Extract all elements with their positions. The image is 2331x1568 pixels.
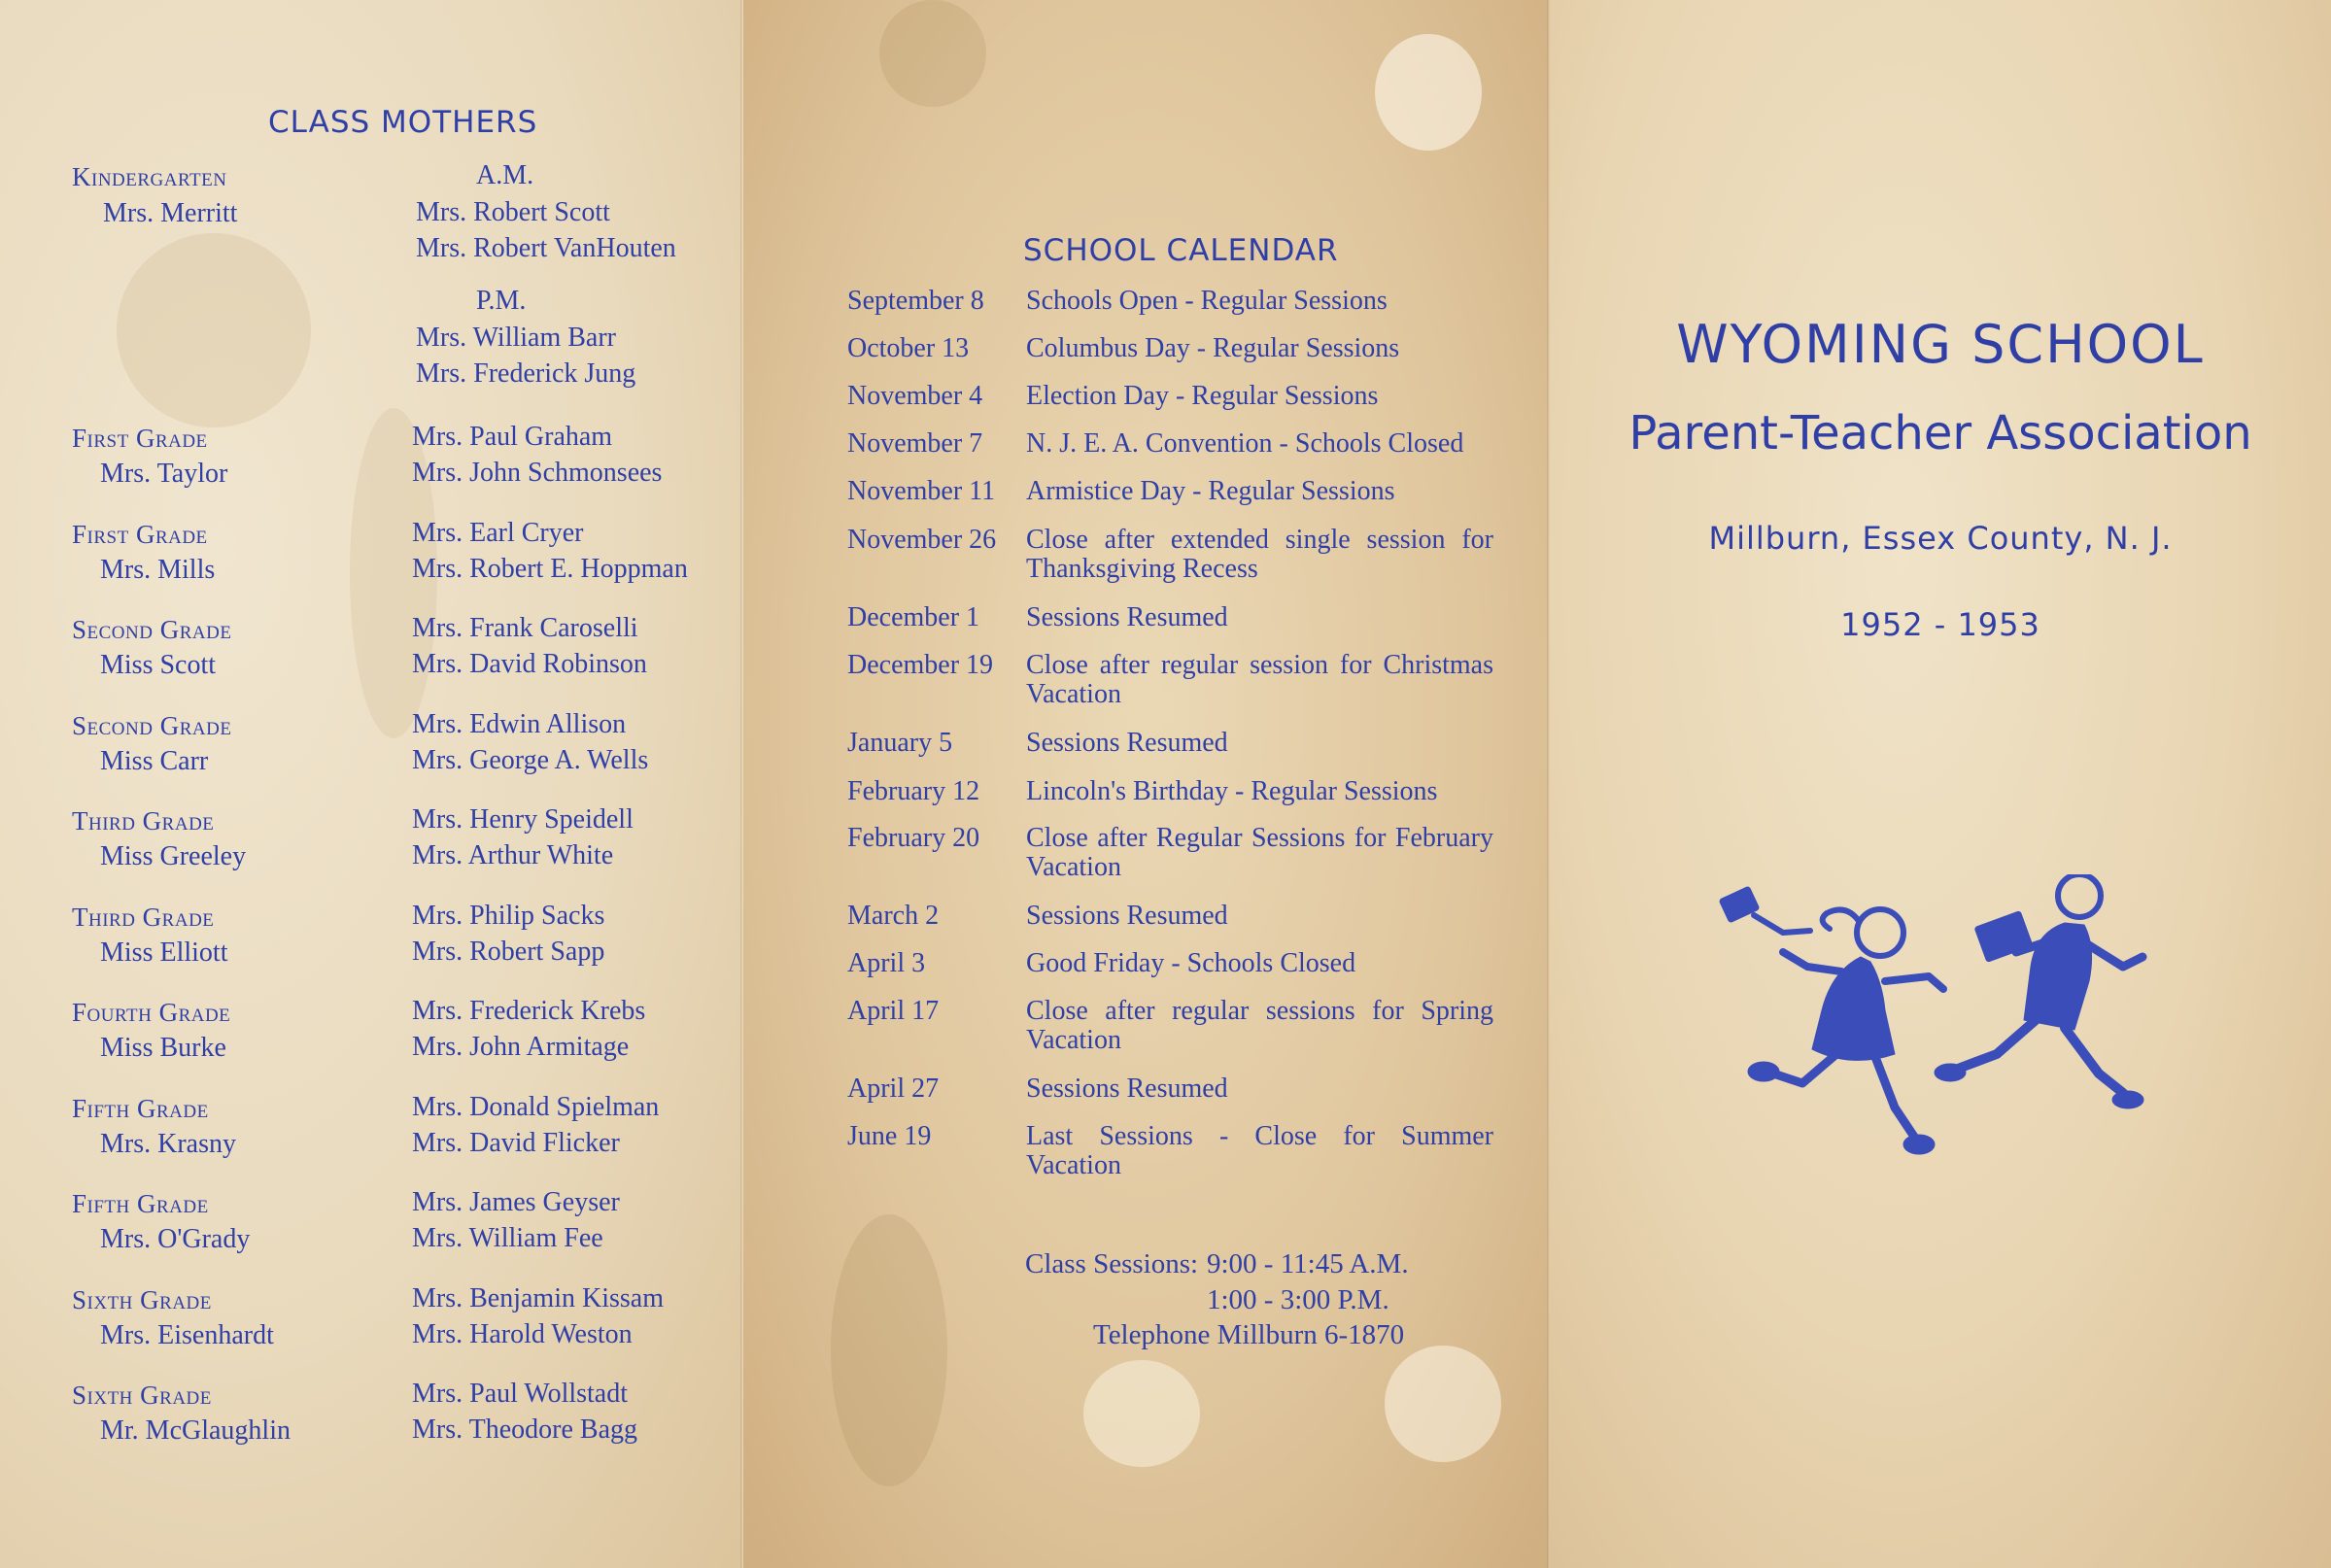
running-children-illustration xyxy=(1715,874,2162,1205)
am-label: A.M. xyxy=(476,160,534,190)
paper-stain xyxy=(831,1214,947,1486)
grade-label: Fifth Grade xyxy=(72,1189,209,1218)
teacher-name: Miss Scott xyxy=(100,650,217,680)
running-girl-figure xyxy=(1719,886,1943,1154)
paper-stain xyxy=(879,0,986,107)
teacher-name: Mrs. Mills xyxy=(100,555,216,585)
teacher-name: Miss Greeley xyxy=(100,841,247,871)
calendar-date: June 19 xyxy=(847,1121,932,1151)
calendar-event: Close after regular sessions for Spring Vacation xyxy=(1026,996,1493,1055)
calendar-event: Close after Regular Sessions for February Vacation xyxy=(1026,823,1493,882)
calendar-date: November 26 xyxy=(847,525,997,555)
mother-name: Mrs. William Barr xyxy=(416,323,616,353)
calendar-date: November 7 xyxy=(847,428,983,459)
school-calendar-heading: SCHOOL CALENDAR xyxy=(1023,233,1339,268)
grade-label: Fifth Grade xyxy=(72,1094,209,1123)
teacher-name: Miss Carr xyxy=(100,746,209,776)
mother-name: Mrs. Robert Sapp xyxy=(412,937,605,967)
calendar-date: February 20 xyxy=(847,823,980,853)
mother-name: Mrs. William Fee xyxy=(412,1223,603,1253)
mother-name: Mrs. Arthur White xyxy=(412,840,614,870)
cover-location: Millburn, Essex County, N. J. xyxy=(1708,520,2173,557)
calendar-date: November 11 xyxy=(847,476,996,506)
calendar-date: February 12 xyxy=(847,776,980,806)
calendar-event: Election Day - Regular Sessions xyxy=(1026,381,1379,411)
teacher-name: Mrs. Taylor xyxy=(100,459,228,489)
mother-name: Mrs. Robert VanHouten xyxy=(416,233,676,263)
calendar-event: Good Friday - Schools Closed xyxy=(1026,948,1356,978)
paper-stain xyxy=(1083,1360,1200,1467)
running-boy-figure xyxy=(1935,874,2143,1108)
mother-name: Mrs. Edwin Allison xyxy=(412,709,627,739)
calendar-date: November 4 xyxy=(847,381,983,411)
mother-name: Mrs. Frederick Jung xyxy=(416,358,636,389)
teacher-name: Mrs. O'Grady xyxy=(100,1224,251,1254)
morning-hours: 9:00 - 11:45 A.M. xyxy=(1207,1248,1409,1279)
grade-label: First Grade xyxy=(72,424,208,453)
calendar-date: December 1 xyxy=(847,602,980,632)
mother-name: Mrs. John Armitage xyxy=(412,1032,630,1062)
calendar-event: Armistice Day - Regular Sessions xyxy=(1026,476,1395,506)
calendar-event: Sessions Resumed xyxy=(1026,1074,1228,1104)
mother-name: Mrs. Paul Graham xyxy=(412,422,613,452)
mother-name: Mrs. Benjamin Kissam xyxy=(412,1283,664,1313)
calendar-date: April 3 xyxy=(847,948,926,978)
mother-name: Mrs. Paul Wollstadt xyxy=(412,1379,629,1409)
grade-label: Second Grade xyxy=(72,615,232,644)
grade-label: First Grade xyxy=(72,520,208,549)
grade-label: Sixth Grade xyxy=(72,1285,212,1314)
class-sessions-label: Class Sessions: xyxy=(1025,1248,1199,1279)
mother-name: Mrs. David Flicker xyxy=(412,1128,620,1158)
telephone: Telephone Millburn 6-1870 xyxy=(1093,1319,1405,1350)
cover-years: 1952 - 1953 xyxy=(1840,606,2040,643)
mother-name: Mrs. David Robinson xyxy=(412,649,647,679)
calendar-event: Lincoln's Birthday - Regular Sessions xyxy=(1026,776,1438,806)
class-mothers-panel xyxy=(0,0,743,1568)
grade-label: Third Grade xyxy=(72,806,215,835)
teacher-name: Miss Elliott xyxy=(100,937,228,968)
grade-label: Second Grade xyxy=(72,711,232,740)
calendar-event: Close after regular session for Christmas Vacation xyxy=(1026,650,1493,709)
mother-name: Mrs. John Schmonsees xyxy=(412,458,663,488)
mother-name: Mrs. Henry Speidell xyxy=(412,804,634,835)
mother-name: Mrs. Robert Scott xyxy=(416,197,610,227)
school-calendar-panel xyxy=(743,0,1550,1568)
mother-name: Mrs. Harold Weston xyxy=(412,1319,633,1349)
mother-name: Mrs. Earl Cryer xyxy=(412,518,584,548)
teacher-name: Miss Burke xyxy=(100,1033,226,1063)
calendar-date: April 17 xyxy=(847,996,940,1026)
calendar-event: Sessions Resumed xyxy=(1026,901,1228,931)
calendar-date: January 5 xyxy=(847,728,953,758)
calendar-event: N. J. E. A. Convention - Schools Closed xyxy=(1026,428,1464,459)
calendar-date: December 19 xyxy=(847,650,994,680)
afternoon-hours: 1:00 - 3:00 P.M. xyxy=(1207,1284,1389,1315)
teacher-name: Mrs. Eisenhardt xyxy=(100,1320,274,1350)
mother-name: Mrs. Frank Caroselli xyxy=(412,613,638,643)
cover-subtitle: Parent-Teacher Association xyxy=(1628,406,2252,460)
grade-label: Third Grade xyxy=(72,903,215,932)
mother-name: Mrs. Frederick Krebs xyxy=(412,996,646,1026)
calendar-date: April 27 xyxy=(847,1074,940,1104)
mother-name: Mrs. James Geyser xyxy=(412,1187,620,1217)
cover-title: WYOMING SCHOOL xyxy=(1676,314,2205,375)
mother-name: Mrs. George A. Wells xyxy=(412,745,649,775)
teacher-name: Mr. McGlaughlin xyxy=(100,1415,291,1446)
paper-stain xyxy=(1375,34,1482,151)
calendar-date: March 2 xyxy=(847,901,940,931)
calendar-event: Last Sessions - Close for Summer Vacation xyxy=(1026,1121,1493,1180)
mother-name: Mrs. Donald Spielman xyxy=(412,1092,660,1122)
paper-stain xyxy=(117,233,311,427)
mother-name: Mrs. Robert E. Hoppman xyxy=(412,554,688,584)
calendar-event: Close after extended single session for Thanksgiving Recess xyxy=(1026,525,1493,584)
grade-label: Sixth Grade xyxy=(72,1381,212,1410)
cover-panel xyxy=(1550,0,2331,1568)
mother-name: Mrs. Theodore Bagg xyxy=(412,1415,637,1445)
grade-label: Fourth Grade xyxy=(72,998,231,1027)
teacher-name: Mrs. Krasny xyxy=(100,1129,236,1159)
grade-label: Kindergarten xyxy=(72,162,227,191)
calendar-event: Schools Open - Regular Sessions xyxy=(1026,286,1388,316)
pm-label: P.M. xyxy=(476,286,527,316)
calendar-event: Columbus Day - Regular Sessions xyxy=(1026,333,1400,363)
teacher-name: Mrs. Merritt xyxy=(103,198,238,228)
paper-stain xyxy=(1385,1346,1501,1462)
class-mothers-heading: CLASS MOTHERS xyxy=(268,105,538,140)
calendar-date: October 13 xyxy=(847,333,970,363)
calendar-event: Sessions Resumed xyxy=(1026,728,1228,758)
mother-name: Mrs. Philip Sacks xyxy=(412,901,605,931)
calendar-event: Sessions Resumed xyxy=(1026,602,1228,632)
calendar-date: September 8 xyxy=(847,286,984,316)
